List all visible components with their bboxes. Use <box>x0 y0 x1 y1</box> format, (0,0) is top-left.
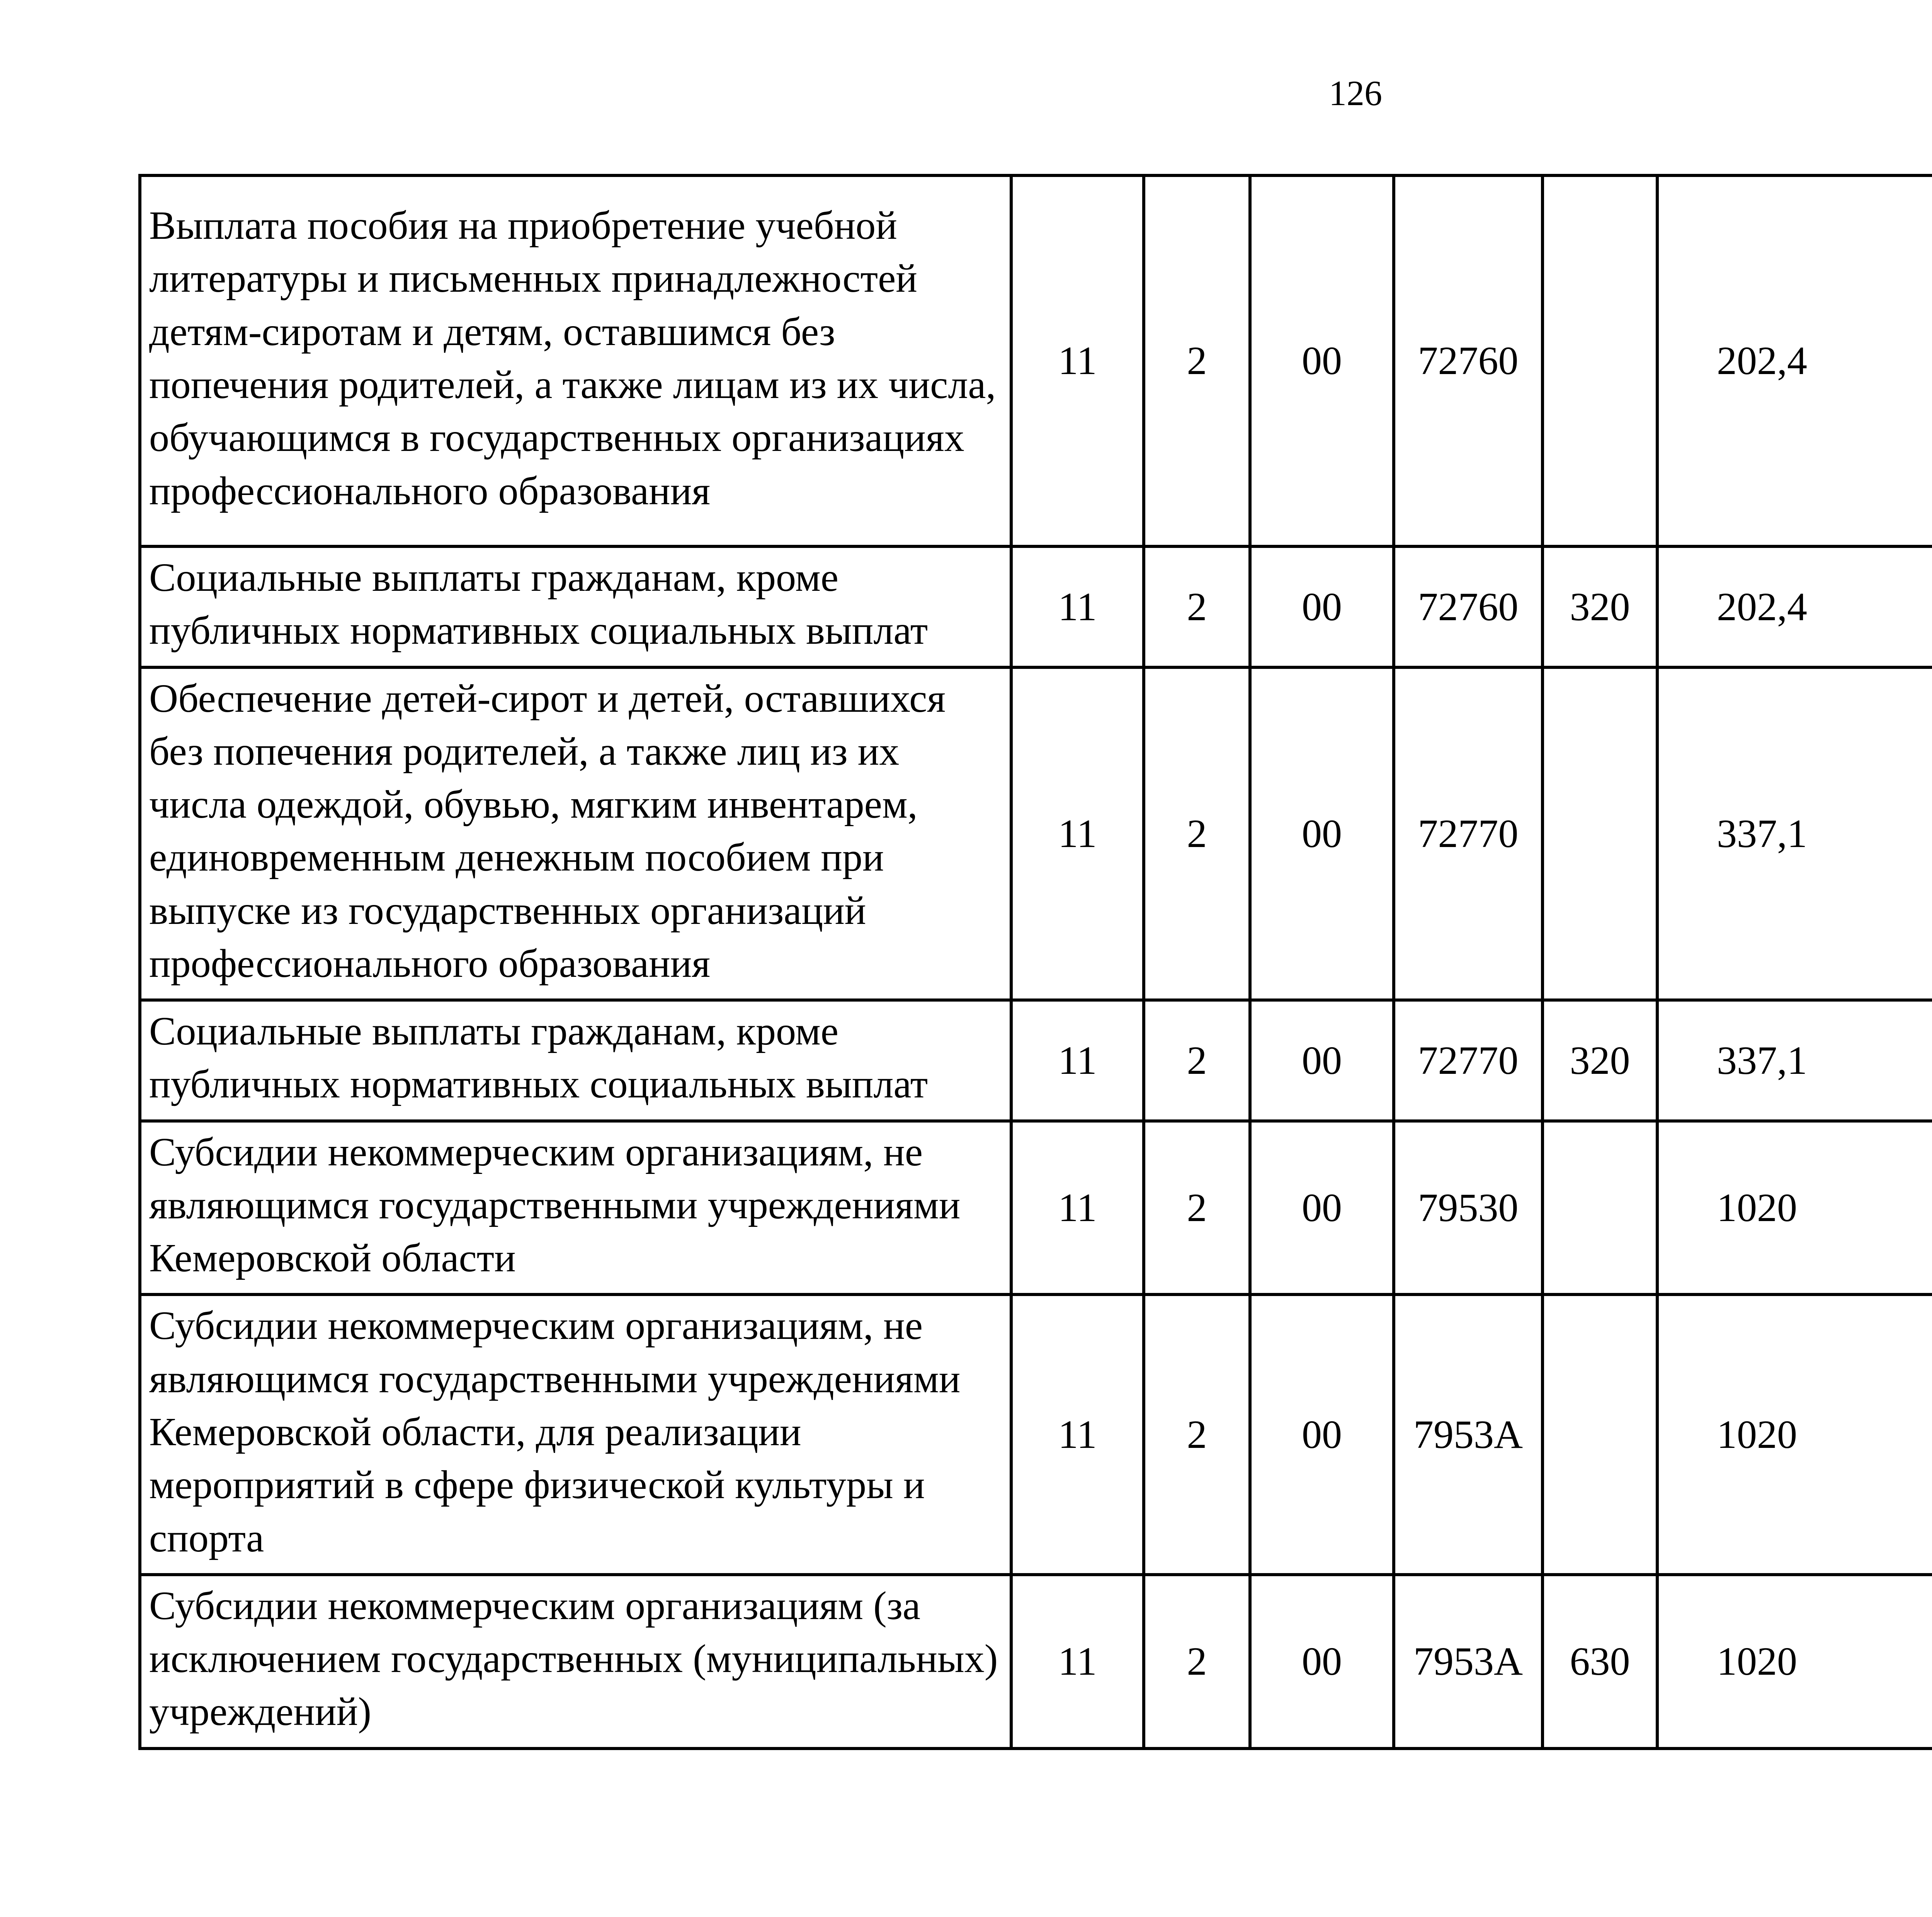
row-name: Социальные выплаты гражданам, кроме публичных нормативных социальных выплат <box>140 546 1011 667</box>
budget-table <box>138 174 1932 1750</box>
table-row <box>140 175 1932 546</box>
section-code: 11 <box>1011 546 1144 667</box>
subsection-code: 2 <box>1144 1575 1250 1749</box>
program-code: 00 <box>1250 667 1394 1000</box>
direction-code: 72760 <box>1394 546 1543 667</box>
direction-code: 72770 <box>1394 1000 1543 1121</box>
section-code: 11 <box>1011 1121 1144 1295</box>
direction-code: 72760 <box>1394 175 1543 546</box>
section-code: 11 <box>1011 1000 1144 1121</box>
amount-year-1: 1020 <box>1657 1121 1932 1295</box>
amount-year-1: 337,1 <box>1657 667 1932 1000</box>
program-code: 00 <box>1250 1121 1394 1295</box>
section-code: 11 <box>1011 667 1144 1000</box>
direction-code: 79530 <box>1394 1121 1543 1295</box>
section-code: 11 <box>1011 1575 1144 1749</box>
program-code: 00 <box>1250 546 1394 667</box>
row-name: Субсидии некоммерческим организациям, не являющимся государственными учреждениями Кемеровской области <box>140 1121 1011 1295</box>
row-name: Выплата пособия на приобретение учебной литературы и письменных принадлежностей детям-сиротам и детям, оставшимся без попечения родителей, а также лицам из их числа, обучающимся в государственных организациях профессионального образования <box>140 175 1011 546</box>
row-name: Субсидии некоммерческим организациям, не являющимся государственными учреждениями Кемеровской области, для реализации мероприятий в сфере физической культуры и спорта <box>140 1294 1011 1574</box>
subsection-code: 2 <box>1144 546 1250 667</box>
subsection-code: 2 <box>1144 175 1250 546</box>
subsection-code: 2 <box>1144 1294 1250 1574</box>
expense-type-code: 320 <box>1543 546 1657 667</box>
table-row <box>140 1294 1932 1574</box>
expense-type-code: 630 <box>1543 1575 1657 1749</box>
subsection-code: 2 <box>1144 1121 1250 1295</box>
subsection-code: 2 <box>1144 667 1250 1000</box>
expense-type-code: 320 <box>1543 1000 1657 1121</box>
amount-year-1: 1020 <box>1657 1575 1932 1749</box>
direction-code: 7953А <box>1394 1294 1543 1574</box>
amount-year-1: 202,4 <box>1657 546 1932 667</box>
amount-year-1: 337,1 <box>1657 1000 1932 1121</box>
program-code: 00 <box>1250 1294 1394 1574</box>
program-code: 00 <box>1250 1575 1394 1749</box>
table-row <box>140 1575 1932 1749</box>
expense-type-code <box>1543 175 1657 546</box>
expense-type-code <box>1543 667 1657 1000</box>
row-name: Социальные выплаты гражданам, кроме публичных нормативных социальных выплат <box>140 1000 1011 1121</box>
amount-year-1: 202,4 <box>1657 175 1932 546</box>
program-code: 00 <box>1250 1000 1394 1121</box>
section-code: 11 <box>1011 1294 1144 1574</box>
table-row <box>140 1000 1932 1121</box>
expense-type-code <box>1543 1121 1657 1295</box>
amount-year-1: 1020 <box>1657 1294 1932 1574</box>
subsection-code: 2 <box>1144 1000 1250 1121</box>
table-row <box>140 667 1932 1000</box>
row-name: Субсидии некоммерческим организациям (за исключением государственных (муниципальных) учреждений) <box>140 1575 1011 1749</box>
program-code: 00 <box>1250 175 1394 546</box>
table-row <box>140 1121 1932 1295</box>
direction-code: 7953А <box>1394 1575 1543 1749</box>
section-code: 11 <box>1011 175 1144 546</box>
table-row <box>140 546 1932 667</box>
expense-type-code <box>1543 1294 1657 1574</box>
direction-code: 72770 <box>1394 667 1543 1000</box>
row-name: Обеспечение детей-сирот и детей, оставшихся без попечения родителей, а также лиц из их числа одеждой, обувью, мягким инвентарем, единовременным денежным пособием при выпуске из государственных организаций профессионального образования <box>140 667 1011 1000</box>
page-number: 126 <box>1329 73 1382 113</box>
